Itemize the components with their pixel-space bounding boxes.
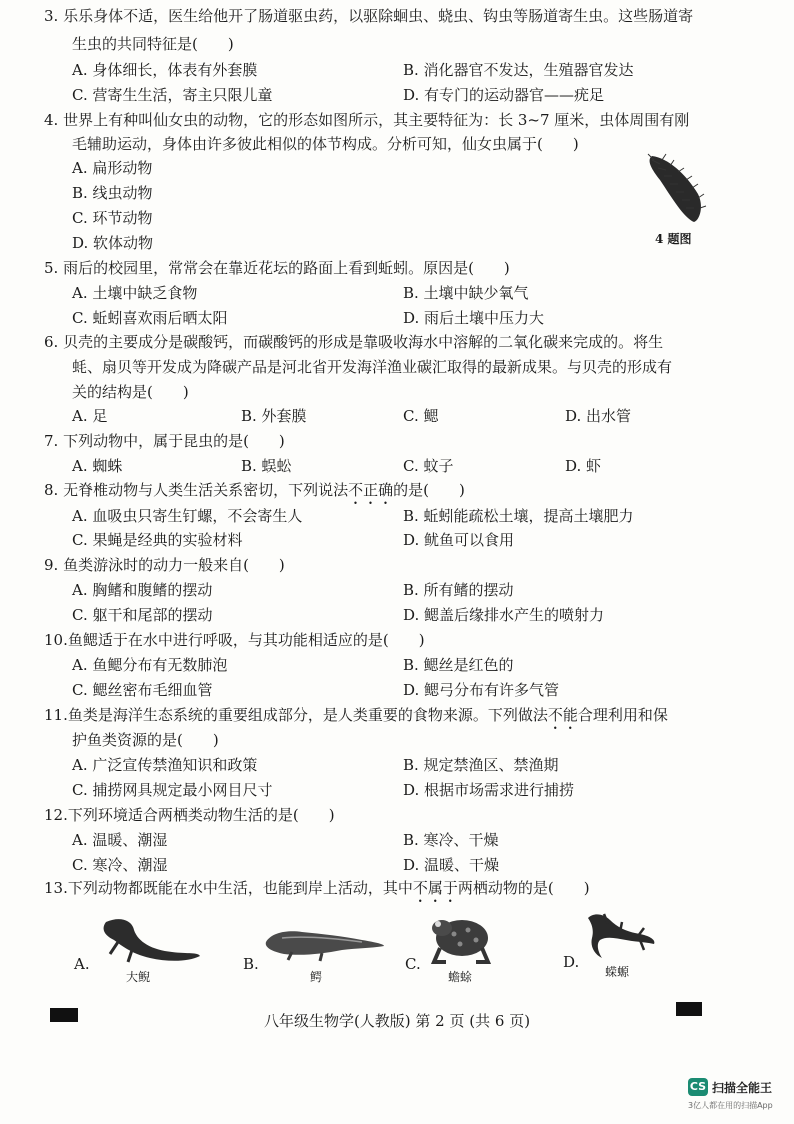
fairy-worm-figure: [640, 148, 710, 228]
q5-option-c: C. 蚯蚓喜欢雨后晒太阳: [72, 309, 228, 327]
q8-option-b: B. 蚯蚓能疏松土壤，提高土壤肥力: [403, 507, 634, 525]
q6-stem-line3: 关的结构是( ): [72, 383, 189, 401]
q11-option-d: D. 根据市场需求进行捕捞: [403, 781, 575, 799]
q4-option-d: D. 软体动物: [72, 234, 154, 252]
q8-option-d: D. 鱿鱼可以食用: [403, 531, 515, 549]
q6-option-c: C. 鳃: [403, 407, 439, 425]
q11-option-a: A. 广泛宣传禁渔知识和政策: [72, 756, 258, 774]
q12-option-a: A. 温暖、潮湿: [72, 831, 168, 849]
q13-stem-post: 两栖动物的是( ): [457, 879, 590, 897]
q9-option-c: C. 躯干和尾部的摆动: [72, 606, 213, 624]
q4-option-a: A. 扁形动物: [72, 159, 153, 177]
camscanner-name: 扫描全能王: [712, 1081, 773, 1095]
giant-salamander-figure: [92, 912, 202, 967]
q11-stem-pre: 11.鱼类是海洋生态系统的重要组成部分，是人类重要的食物来源。下列做法: [44, 706, 548, 724]
camscanner-logo: CS: [688, 1078, 708, 1096]
q12-stem: 12.下列环境适合两栖类动物生活的是( ): [44, 806, 335, 824]
q4-option-c: C. 环节动物: [72, 209, 153, 227]
q11-option-b: B. 规定禁渔区、禁渔期: [403, 756, 559, 774]
q12-option-b: B. 寒冷、干燥: [403, 831, 499, 849]
q10-option-d: D. 鳃弓分布有许多气管: [403, 681, 560, 699]
q13-option-a-letter: A.: [74, 955, 90, 973]
q5-option-b: B. 土壤中缺少氧气: [403, 284, 529, 302]
q13-option-c-name: 蟾蜍: [448, 970, 473, 984]
q10-option-a: A. 鱼鳃分布有无数肺泡: [72, 656, 228, 674]
q13-stem-emphasis: 不属于: [412, 879, 458, 897]
q6-stem-line2: 蚝、扇贝等开发成为降碳产品是河北省开发海洋渔业碳汇取得的最新成果。与贝壳的形成有: [72, 358, 673, 376]
newt-figure: [584, 906, 660, 961]
q8-stem-pre: 8. 无脊椎动物与人类生活关系密切，下列说法: [44, 481, 349, 499]
q3-option-d: D. 有专门的运动器官——疣足: [403, 86, 605, 104]
q8-stem-emphasis: 不正确: [348, 481, 394, 499]
q10-option-c: C. 鳃丝密布毛细血管: [72, 681, 213, 699]
q3-option-a: A. 身体细长，体表有外套膜: [72, 61, 258, 79]
q11-stem-line1: [44, 705, 668, 733]
q8-stem-post: 的是( ): [393, 481, 465, 499]
toad-figure: [424, 910, 496, 966]
q3-option-b: B. 消化器官不发达，生殖器官发达: [403, 61, 634, 79]
q13-option-c-letter: C.: [405, 955, 421, 973]
q13-option-d-letter: D.: [563, 953, 580, 971]
q6-option-a: A. 足: [72, 407, 108, 425]
q13-option-d-name: 蝾螈: [605, 965, 630, 979]
q9-stem: 9. 鱼类游泳时的动力一般来自( ): [44, 556, 285, 574]
q11-stem-post: 合理利用和保: [577, 706, 668, 724]
q6-option-d: D. 出水管: [565, 407, 632, 425]
q11-stem-emphasis: 不能: [547, 706, 578, 724]
q9-option-a: A. 胸鳍和腹鳍的摆动: [72, 581, 213, 599]
q7-stem: 7. 下列动物中，属于昆虫的是( ): [44, 432, 285, 450]
q5-option-a: A. 土壤中缺乏食物: [72, 284, 198, 302]
q4-figure-caption: 4 题图: [655, 232, 692, 246]
q5-stem: 5. 雨后的校园里，常常会在靠近花坛的路面上看到蚯蚓。原因是( ): [44, 259, 510, 277]
q5-option-d: D. 雨后土壤中压力大: [403, 309, 545, 327]
q4-stem-line2: 毛辅助运动，身体由许多彼此相似的体节构成。分析可知，仙女虫属于( ): [72, 135, 579, 153]
q6-option-b: B. 外套膜: [241, 407, 307, 425]
q13-option-a-name: 大鲵: [126, 970, 151, 984]
q8-option-c: C. 果蝇是经典的实验材料: [72, 531, 243, 549]
q7-option-c: C. 蚊子: [403, 457, 454, 475]
page-footer: 八年级生物学(人教版) 第 2 页 (共 6 页): [263, 1012, 531, 1030]
q9-option-b: B. 所有鳍的摆动: [403, 581, 514, 599]
q7-option-d: D. 虾: [565, 457, 602, 475]
q4-stem-line1: 4. 世界上有种叫仙女虫的动物，它的形态如图所示，其主要特征为：长 3~7 厘米，虫体周围有刚: [44, 111, 690, 129]
q11-stem-line2: 护鱼类资源的是( ): [72, 731, 219, 749]
q8-stem: [44, 480, 465, 508]
q3-stem-line2: 生虫的共同特征是( ): [72, 35, 234, 53]
q3-option-c: C. 营寄生生活，寄主只限儿童: [72, 86, 273, 104]
q13-option-b-letter: B.: [243, 955, 259, 973]
q11-option-c: C. 捕捞网具规定最小网目尺寸: [72, 781, 273, 799]
q8-option-a: A. 血吸虫只寄生钉螺，不会寄生人: [72, 507, 303, 525]
q10-option-b: B. 鳃丝是红色的: [403, 656, 514, 674]
q13-option-b-name: 鳄: [310, 970, 323, 984]
q12-option-d: D. 温暖、干燥: [403, 856, 500, 874]
camscanner-tagline: 3亿人都在用的扫描App: [688, 1101, 773, 1110]
q13-stem: [44, 878, 590, 906]
q10-stem: 10.鱼鳃适于在水中进行呼吸，与其功能相适应的是( ): [44, 631, 425, 649]
q3-stem-line1: 3. 乐乐身体不适，医生给他开了肠道驱虫药，以驱除蛔虫、蛲虫、钩虫等肠道寄生虫。这些肠道寄: [44, 7, 694, 25]
q12-option-c: C. 寒冷、潮湿: [72, 856, 168, 874]
q6-stem-line1: 6. 贝壳的主要成分是碳酸钙，而碳酸钙的形成是靠吸收海水中溶解的二氧化碳来完成的。将生: [44, 333, 664, 351]
q7-option-b: B. 蜈蚣: [241, 457, 292, 475]
q13-stem-pre: 13.下列动物都既能在水中生活，也能到岸上活动，其中: [44, 879, 413, 897]
q9-option-d: D. 鳃盖后缘排水产生的喷射力: [403, 606, 605, 624]
q4-option-b: B. 线虫动物: [72, 184, 153, 202]
q7-option-a: A. 蜘蛛: [72, 457, 123, 475]
crocodile-figure: [262, 920, 387, 962]
